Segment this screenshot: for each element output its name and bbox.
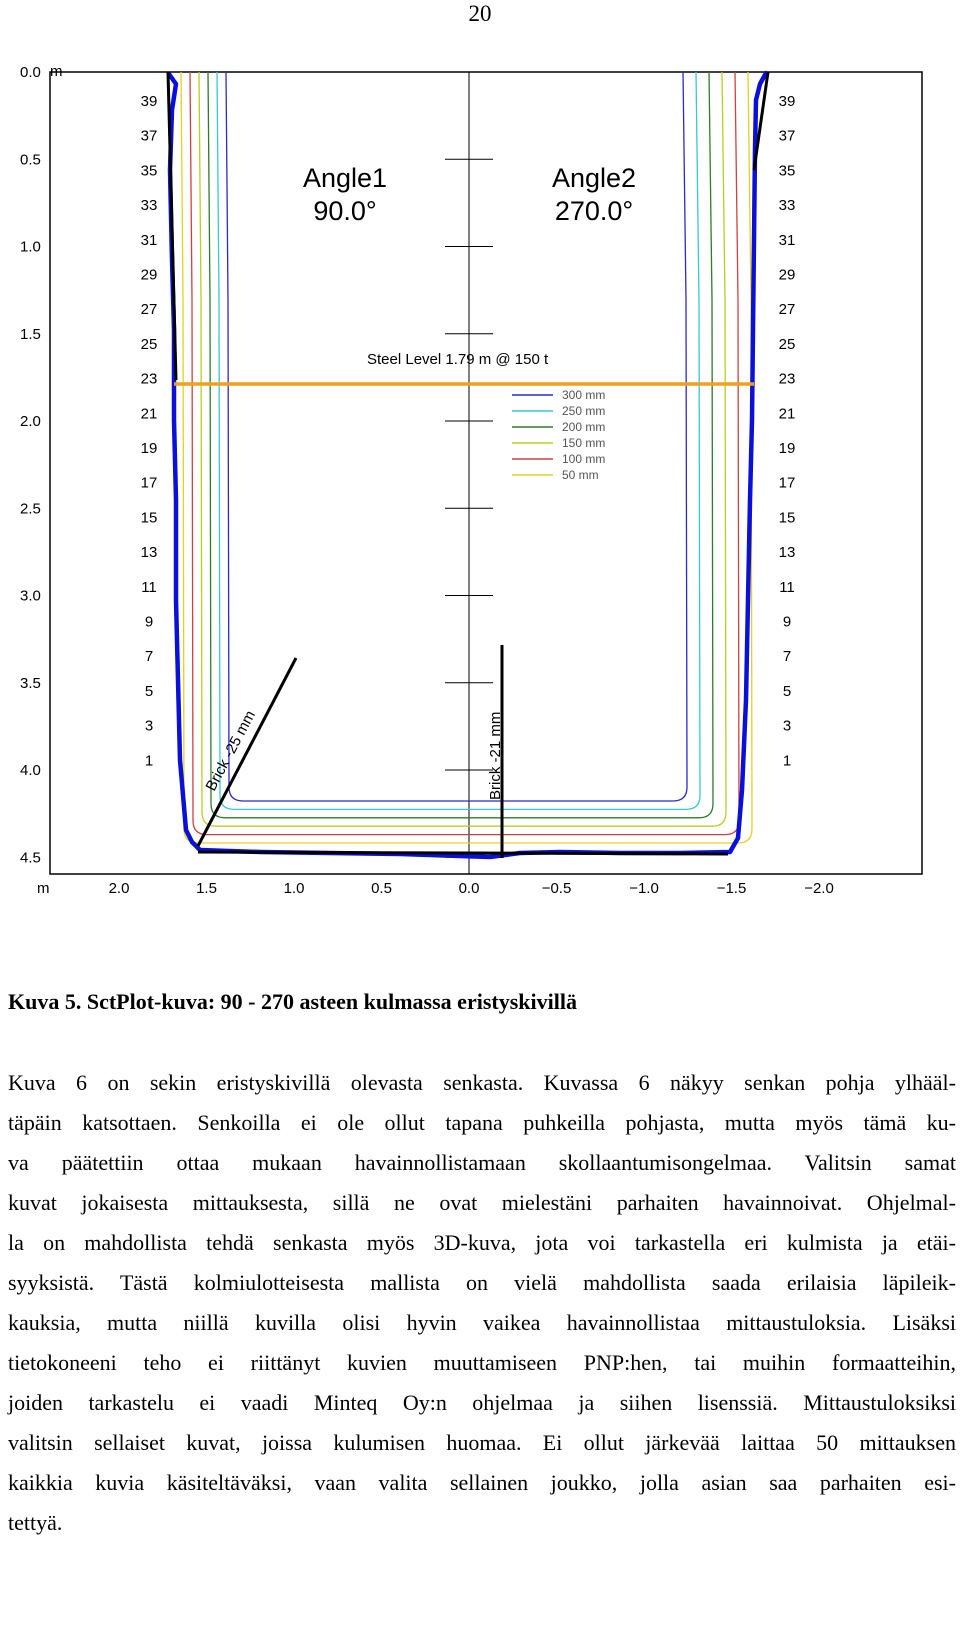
left-row-label: 3 [144, 717, 154, 735]
left-row-label: 9 [144, 613, 154, 631]
contour-line [208, 72, 713, 818]
left-row-label: 21 [140, 405, 158, 423]
figure-caption: Kuva 5. SctPlot-kuva: 90 - 270 asteen kulmassa eristyskivillä [8, 989, 577, 1014]
legend-entry: 150 mm [562, 436, 606, 450]
legend-entry: 100 mm [562, 452, 606, 466]
left-row-label: 29 [140, 266, 158, 284]
brick-right-label: Brick -21 mm [487, 711, 504, 800]
contour-line [190, 72, 739, 835]
body-line: tietokoneeni teho ei riittänyt kuvien muuttamiseen PNP:hen, tai muihin formaatteihin, [8, 1350, 956, 1375]
x-axis-tick-labels [109, 880, 834, 897]
steel-level-label: Steel Level 1.79 m @ 150 t [367, 351, 549, 368]
x-tick-label: 0.0 [458, 880, 480, 897]
left-row-label: 7 [144, 648, 154, 666]
left-row-label: 17 [140, 474, 158, 492]
y-unit-label: m [50, 63, 63, 80]
x-tick-label: 2.0 [108, 880, 130, 897]
contour-legend [512, 388, 605, 482]
page-number: 20 [468, 1, 492, 26]
right-row-label: 27 [778, 301, 796, 319]
right-row-label: 15 [778, 509, 796, 527]
body-line: tettyä. [8, 1510, 63, 1535]
y-tick-label: 1.5 [20, 325, 41, 343]
bottom-reference-line [198, 852, 728, 854]
body-paragraph [8, 1063, 956, 1543]
left-row-label: 25 [140, 335, 158, 353]
y-tick-label: 0.0 [20, 64, 41, 81]
body-line: la on mahdollista tehdä senkasta myös 3D-kuva, jota voi tarkastella eri kulmista ja etäi- [8, 1230, 956, 1255]
left-row-label: 1 [144, 752, 154, 770]
ladle-profile-figure [0, 40, 960, 940]
y-tick-label: 4.0 [20, 762, 41, 779]
left-row-label: 31 [140, 231, 158, 249]
left-row-label: 33 [140, 197, 158, 215]
right-row-label: 11 [779, 578, 795, 596]
x-unit-label: m [37, 880, 50, 897]
right-row-label: 37 [778, 127, 796, 145]
legend-entry: 50 mm [562, 468, 599, 482]
left-row-label: 5 [144, 682, 154, 700]
contour-line [181, 72, 752, 843]
x-tick-label: −2.0 [804, 880, 834, 897]
contour-line [199, 72, 726, 826]
body-line: va päätettiin ottaa mukaan havainnollistamaan skollaantumisongelmaa. Valitsin samat [8, 1150, 956, 1175]
right-row-label: 33 [778, 197, 796, 215]
wear-contours [181, 72, 752, 843]
y-tick-label: 2.5 [20, 500, 41, 518]
left-row-label: 37 [140, 127, 158, 145]
legend-entry: 250 mm [562, 404, 606, 418]
legend-entry: 300 mm [562, 388, 606, 402]
right-row-label: 23 [778, 370, 796, 388]
body-line: kaikkia kuvia käsiteltäväksi, vaan valita sellainen joukko, jolla asian saa parhaiten esi- [8, 1470, 956, 1495]
y-tick-label: 1.0 [20, 238, 41, 256]
left-row-label: 19 [140, 440, 158, 457]
right-row-label: 9 [782, 613, 792, 631]
left-row-label: 35 [140, 162, 158, 180]
legend-entry: 200 mm [562, 420, 606, 434]
left-row-label: 39 [140, 93, 158, 110]
right-row-label: 25 [778, 335, 796, 353]
x-tick-label: −0.5 [541, 880, 572, 897]
right-row-label: 1 [782, 752, 792, 770]
right-row-label: 7 [782, 648, 792, 666]
left-row-label: 13 [140, 544, 158, 562]
y-tick-label: 3.0 [20, 587, 41, 605]
right-row-label: 31 [778, 231, 796, 249]
angle1-label: Angle1 [302, 163, 388, 193]
right-row-label: 21 [778, 405, 796, 423]
right-row-label: 13 [778, 544, 796, 562]
body-line: joiden tarkastelu ei vaadi Minteq Oy:n ohjelmaa ja siihen lisenssiä. Mittaustuloksiksi [8, 1390, 956, 1415]
right-row-label: 19 [778, 440, 796, 457]
x-tick-label: 0.5 [371, 880, 392, 897]
left-row-label: 15 [140, 509, 158, 527]
x-tick-label: −1.0 [629, 880, 659, 897]
y-tick-label: 4.5 [20, 849, 41, 867]
x-tick-label: 1.5 [196, 880, 217, 897]
left-row-label: 27 [140, 301, 158, 319]
angle2-label: Angle2 [551, 163, 637, 193]
body-line: täpäin katsottaen. Senkoilla ei ole ollut tapana puhkeilla pohjasta, mutta myös tämä ku- [8, 1110, 956, 1135]
x-tick-label: −1.5 [716, 880, 747, 897]
brick-left-label: Brick -25 mm [202, 707, 260, 794]
right-row-label: 17 [778, 474, 796, 492]
body-line: Kuva 6 on sekin eristyskivillä olevasta senkasta. Kuvassa 6 näkyy senkan pohja ylhääl- [8, 1070, 956, 1095]
left-row-label: 11 [141, 578, 157, 596]
y-axis-tick-labels [20, 64, 41, 866]
measured-lining-profile [169, 73, 766, 857]
y-tick-label: 0.5 [20, 151, 41, 169]
y-tick-label: 2.0 [20, 413, 41, 430]
right-row-label: 5 [782, 682, 792, 700]
body-line: kauksia, mutta niillä kuvilla olisi hyvin vaikea havainnollistaa mittaustuloksia. Lisäksi [8, 1310, 956, 1335]
body-line: valitsin sellaiset kuvat, joissa kulumisen huomaa. Ei ollut järkevää laittaa 50 mittauksen [8, 1430, 956, 1455]
x-tick-label: 1.0 [283, 880, 305, 897]
left-row-labels [141, 93, 158, 769]
y-tick-label: 3.5 [20, 674, 41, 692]
body-line: syyksistä. Tästä kolmiulotteisesta mallista on vielä mahdollista saada erilaisia läpileik- [8, 1270, 956, 1295]
right-row-label: 29 [778, 266, 796, 284]
left-row-label: 23 [140, 370, 158, 388]
right-row-label: 35 [778, 162, 796, 180]
angle1-value: 90.0° [313, 196, 377, 226]
right-row-labels [779, 93, 796, 769]
angle2-value: 270.0° [554, 196, 634, 226]
body-line: kuvat jokaisesta mittauksesta, sillä ne ovat mielestäni parhaiten havainnoivat. Ohjelmal- [8, 1190, 956, 1215]
right-row-label: 39 [778, 93, 796, 110]
right-row-label: 3 [782, 717, 792, 735]
